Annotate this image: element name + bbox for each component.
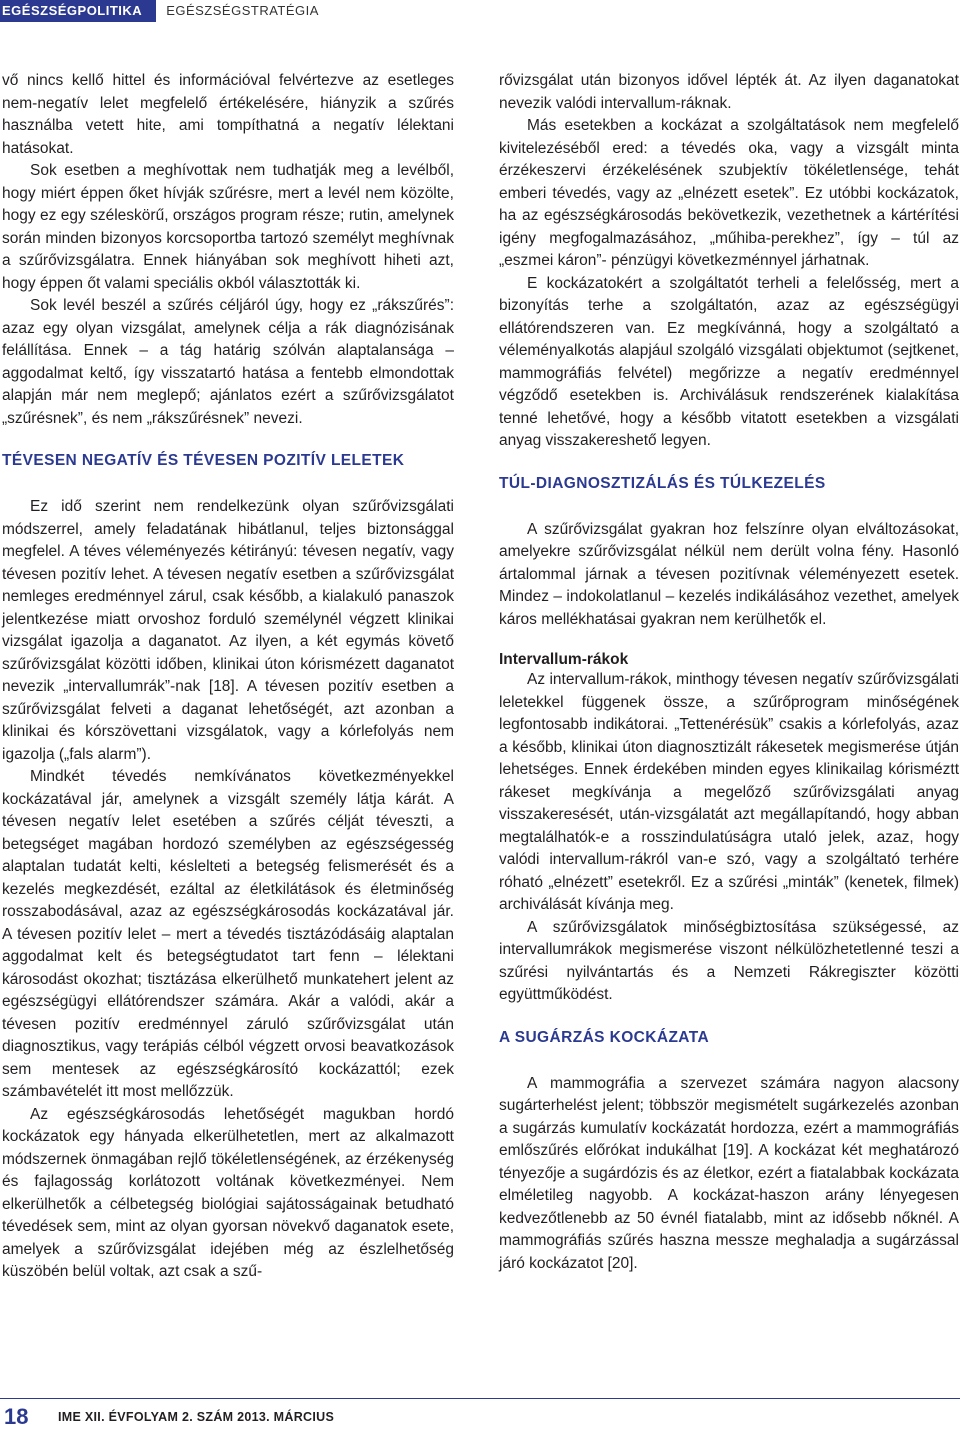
paragraph: Ez idő szerint nem rendelkezünk olyan szűrővizsgálati módszerrel, amely feladatának hibátlanul, teljes biztonsággal megfelel. A téves véleményezés kétirányú: tévesen negatív, vagy tévesen pozitív lehet. A tévesen negatív esetben a szűrővizsgálat nemleges eredménnyel zárul, csak később, a kialakuló panaszok jelentkezése miatt orvoshoz forduló személynél végzett klinikai vizsgálat igazolja a daganatot. Az ilyen, a két egymás követő szűrővizsgálat közötti időben, klinikai úton kórismézett daganatot nevezik „intervallumrák”-nak [18]. A tévesen pozitív esetben a szűrővizsgálat felveti a daganat lehetőségét, azt azonban a klinikai és kórszövettani vizsgálatok, vagy a kórlefolyás nem igazolja („fals alarm”). xyxy=(2,498,454,763)
footer-divider xyxy=(0,1398,960,1399)
issue-info: IME XII. ÉVFOLYAM 2. SZÁM 2013. MÁRCIUS xyxy=(58,1410,335,1424)
paragraph: Az egészségkárosodás lehetőségét magukban hordó kockázatok egy hányada elkerülhetetlen, mert az alkalmazott módszernek önmagában rejlő tökéletlenségének, az érzékenység és fajlagosság korlátozott voltának következményei. Nem elkerülhetők a célbetegség biológiai sajátosságainak betudható tévedések sem, mint az olyan gyorsan növekvő daganatok esete, amelyek a szűrővizsgálat idejében még az észlelhetőség küszöbén belül voltak, azt csak a szű- xyxy=(2,1105,454,1280)
paragraph: A szűrővizsgálat gyakran hoz felszínre olyan elváltozásokat, amelyekre szűrővizsgálat nélkül nem derült volna fény. Hasonló ártalommal járnak a tévesen pozitívnak véleményezett esetek. Mindez – indokolatlanul – kezelés indikálásához vezethet, amelyek káros mellékhatásai gyakran nem kerülhetők el. xyxy=(499,520,959,628)
paragraph: Más esetekben a kockázat a szolgáltatások nem megfelelő kivitelezéséből ered: a tévedés oka, vagy a vizsgált minta érzékeszervi érzékelésének szubjektív tökéletlensége, tehát emberi tévedés, vagy az „elnézett esetek”. Ez utóbbi kockázatok, ha az egészségkárosodás bekövetkezik, vezethetnek a kártérítési igény megfogalmazásához, „műhiba-perekhez”, így – túl az „eszmei káron”- pénzügyi következménnyel járhatnak. xyxy=(499,117,959,269)
paragraph: Mindkét tévedés nemkívánatos következményekkel kockázatával jár, amelynek a vizsgált személy látja kárát. A tévesen negatív lelet esetében a szűrés célját téveszti, a betegséget magában hordozó személyben az egészségesség alaptalan tudatát kelti, késlelteti a betegség felismerését és a kezelés megkezdését, ezáltal az életkilátások és életminőség rosszabodásával, azaz az egészségkárosodás kockázatával jár. A tévesen pozitív lelet – mert a tévedés tisztázódásáig alaptalan aggodalmat kelt és betegségtudatot tart fenn – lélektani károsodást okozhat; tisztázása elkerülhető munkatehert jelent az egészségügyi ellátórendszer számára. Akár a valódi, akár a tévesen pozitív eredménnyel záruló szűrővizsgálat után diagnosztikus, vagy terápiás célból végzett orvosi beavatkozások sem mentesek az egészségkárosító kockázattól; ezek számbavételét itt most mellőzzük. xyxy=(2,768,454,1100)
paragraph: A mammográfia a szervezet számára nagyon alacsony sugárterhelést jelent; többször megismételt sugárkezelés azonban a sugárzás kumulatív kockázatát hordozza, ezért a mammográfiás emlőszűrés előrókat indukálhat [19]. A kockázat két meghatározó tényezője a sugárdózis és az életkor, ezért a fiatalabbak kockázata elméletileg nagyobb. A kockázat-haszon arány lényegesen kedvezőtlenebb az 50 évnél fiatalabb, mint az idősebb nőknél. A mammográfiás szűrés haszna messze meghaladja a sugárzással járó kockázatot [20]. xyxy=(499,1074,959,1272)
section-heading-tul-diagnosztizalas: TÚL-DIAGNOSZTIZÁLÁS ÉS TÚLKEZELÉS xyxy=(499,474,826,492)
paragraph: vő nincs kellő hittel és információval felvértezve az esetleges nem-negatív lelet megfelelő értékelésére, hiányzik a szűrés használba vetett hite, ami tompíthatná a negatív lélektani hatásokat. xyxy=(2,72,454,157)
running-header xyxy=(0,0,329,22)
subsection-label: EGÉSZSÉGSTRATÉGIA xyxy=(166,3,319,18)
paragraph: E kockázatokért a szolgáltatót terheli a felelősség, mert a bizonyítás terhe a szolgáltatón, azaz az egészségügyi ellátórendszeren van. Ez megkívánná, hogy a szolgáltató a véleményalkotás alapjául szolgáló vizsgálati objektumot (sejtkenet, mammográfiás felvétel) megőrizze a negatív eredménnyel végződő esetekben is. Archiválásuk rendszerének kialakítása tenné lehetővé, hogy a később vitatott esetekben a vizsgálati anyag visszakereshető legyen. xyxy=(499,274,959,449)
paragraph: A szűrővizsgálatok minőségbiztosítása szükségessé, az intervallumrákok megismerése viszont nélkülözhetetlenné teszi a szűrési nyilvántartás és a Nemzeti Rákregiszter közötti együttműködést. xyxy=(499,918,959,1003)
paragraph: Sok esetben a meghívottak nem tudhatják meg a levélből, hogy miért éppen őket hívják szűrésre, mert a levél nem közölte, hogy ez egy széleskörű, országos program része; rutin, amelynek során minden bizonyos korcsoportba tartozó személyt meghívnak a szűrővizsgálatra. Ennek hiányában sok meghívott hiheti azt, hogy éppen őt valami speciális okból választották ki. xyxy=(2,162,454,292)
paragraph: rővizsgálat után bizonyos idővel lépték át. Az ilyen daganatokat nevezik valódi intervallum-ráknak. xyxy=(499,72,959,112)
paragraph: Sok levél beszél a szűrés céljáról úgy, hogy ez „rákszűrés”: azaz egy olyan vizsgálat, amelynek célja a rák diagnózisának felállítása. Ennek – a tág határig szólván alaptalansága – aggodalmat keltő, így visszatartó hatása a fentebb elmondottak alapján már nem meglepő; ajánlatos ezért a szűrővizsgálatot „szűrésnek”, és nem „rákszűrésnek” nevezi. xyxy=(2,297,454,427)
page-number: 18 xyxy=(4,1404,29,1429)
subheading-intervallum-rakok: Intervallum-rákok xyxy=(499,651,629,668)
section-heading-sugarzas: A SUGÁRZÁS KOCKÁZATA xyxy=(499,1028,710,1046)
paragraph: Az intervallum-rákok, minthogy tévesen negatív szűrővizsgálati leletekkel függenek össze, a szűrőprogram minőségének legfontosabb indikátorai. „Tettenérésük” csakis a kórlefolyás, azaz a később, klinikai úton diagnosztizált rákesetek megismerése útján lehetséges. Ennek érdekében minden egyes klinikailag kórisméztt rákeset megkívánja a megelőző szűrővizsgálati anyag visszakeresését, után-vizsgálatát azt megállapítandó, hogy abban megtalálhatók-e a rosszindulatúságra utaló jelek, azaz, hogy valódi intervallum-rákról van-e szó, vagy a szolgáltató terhére róható „elnézett” esetekről. Ez a szűrési „minták” (kenetek, filmek) archiválását kívánja meg. xyxy=(499,671,959,913)
page-footer xyxy=(0,1398,960,1429)
section-label: EGÉSZSÉGPOLITIKA xyxy=(0,0,156,22)
left-column xyxy=(2,70,454,1284)
right-column xyxy=(499,70,959,1275)
section-heading-teves-leletek: TÉVESEN NEGATÍV ÉS TÉVESEN POZITÍV LELETEK xyxy=(2,452,405,469)
